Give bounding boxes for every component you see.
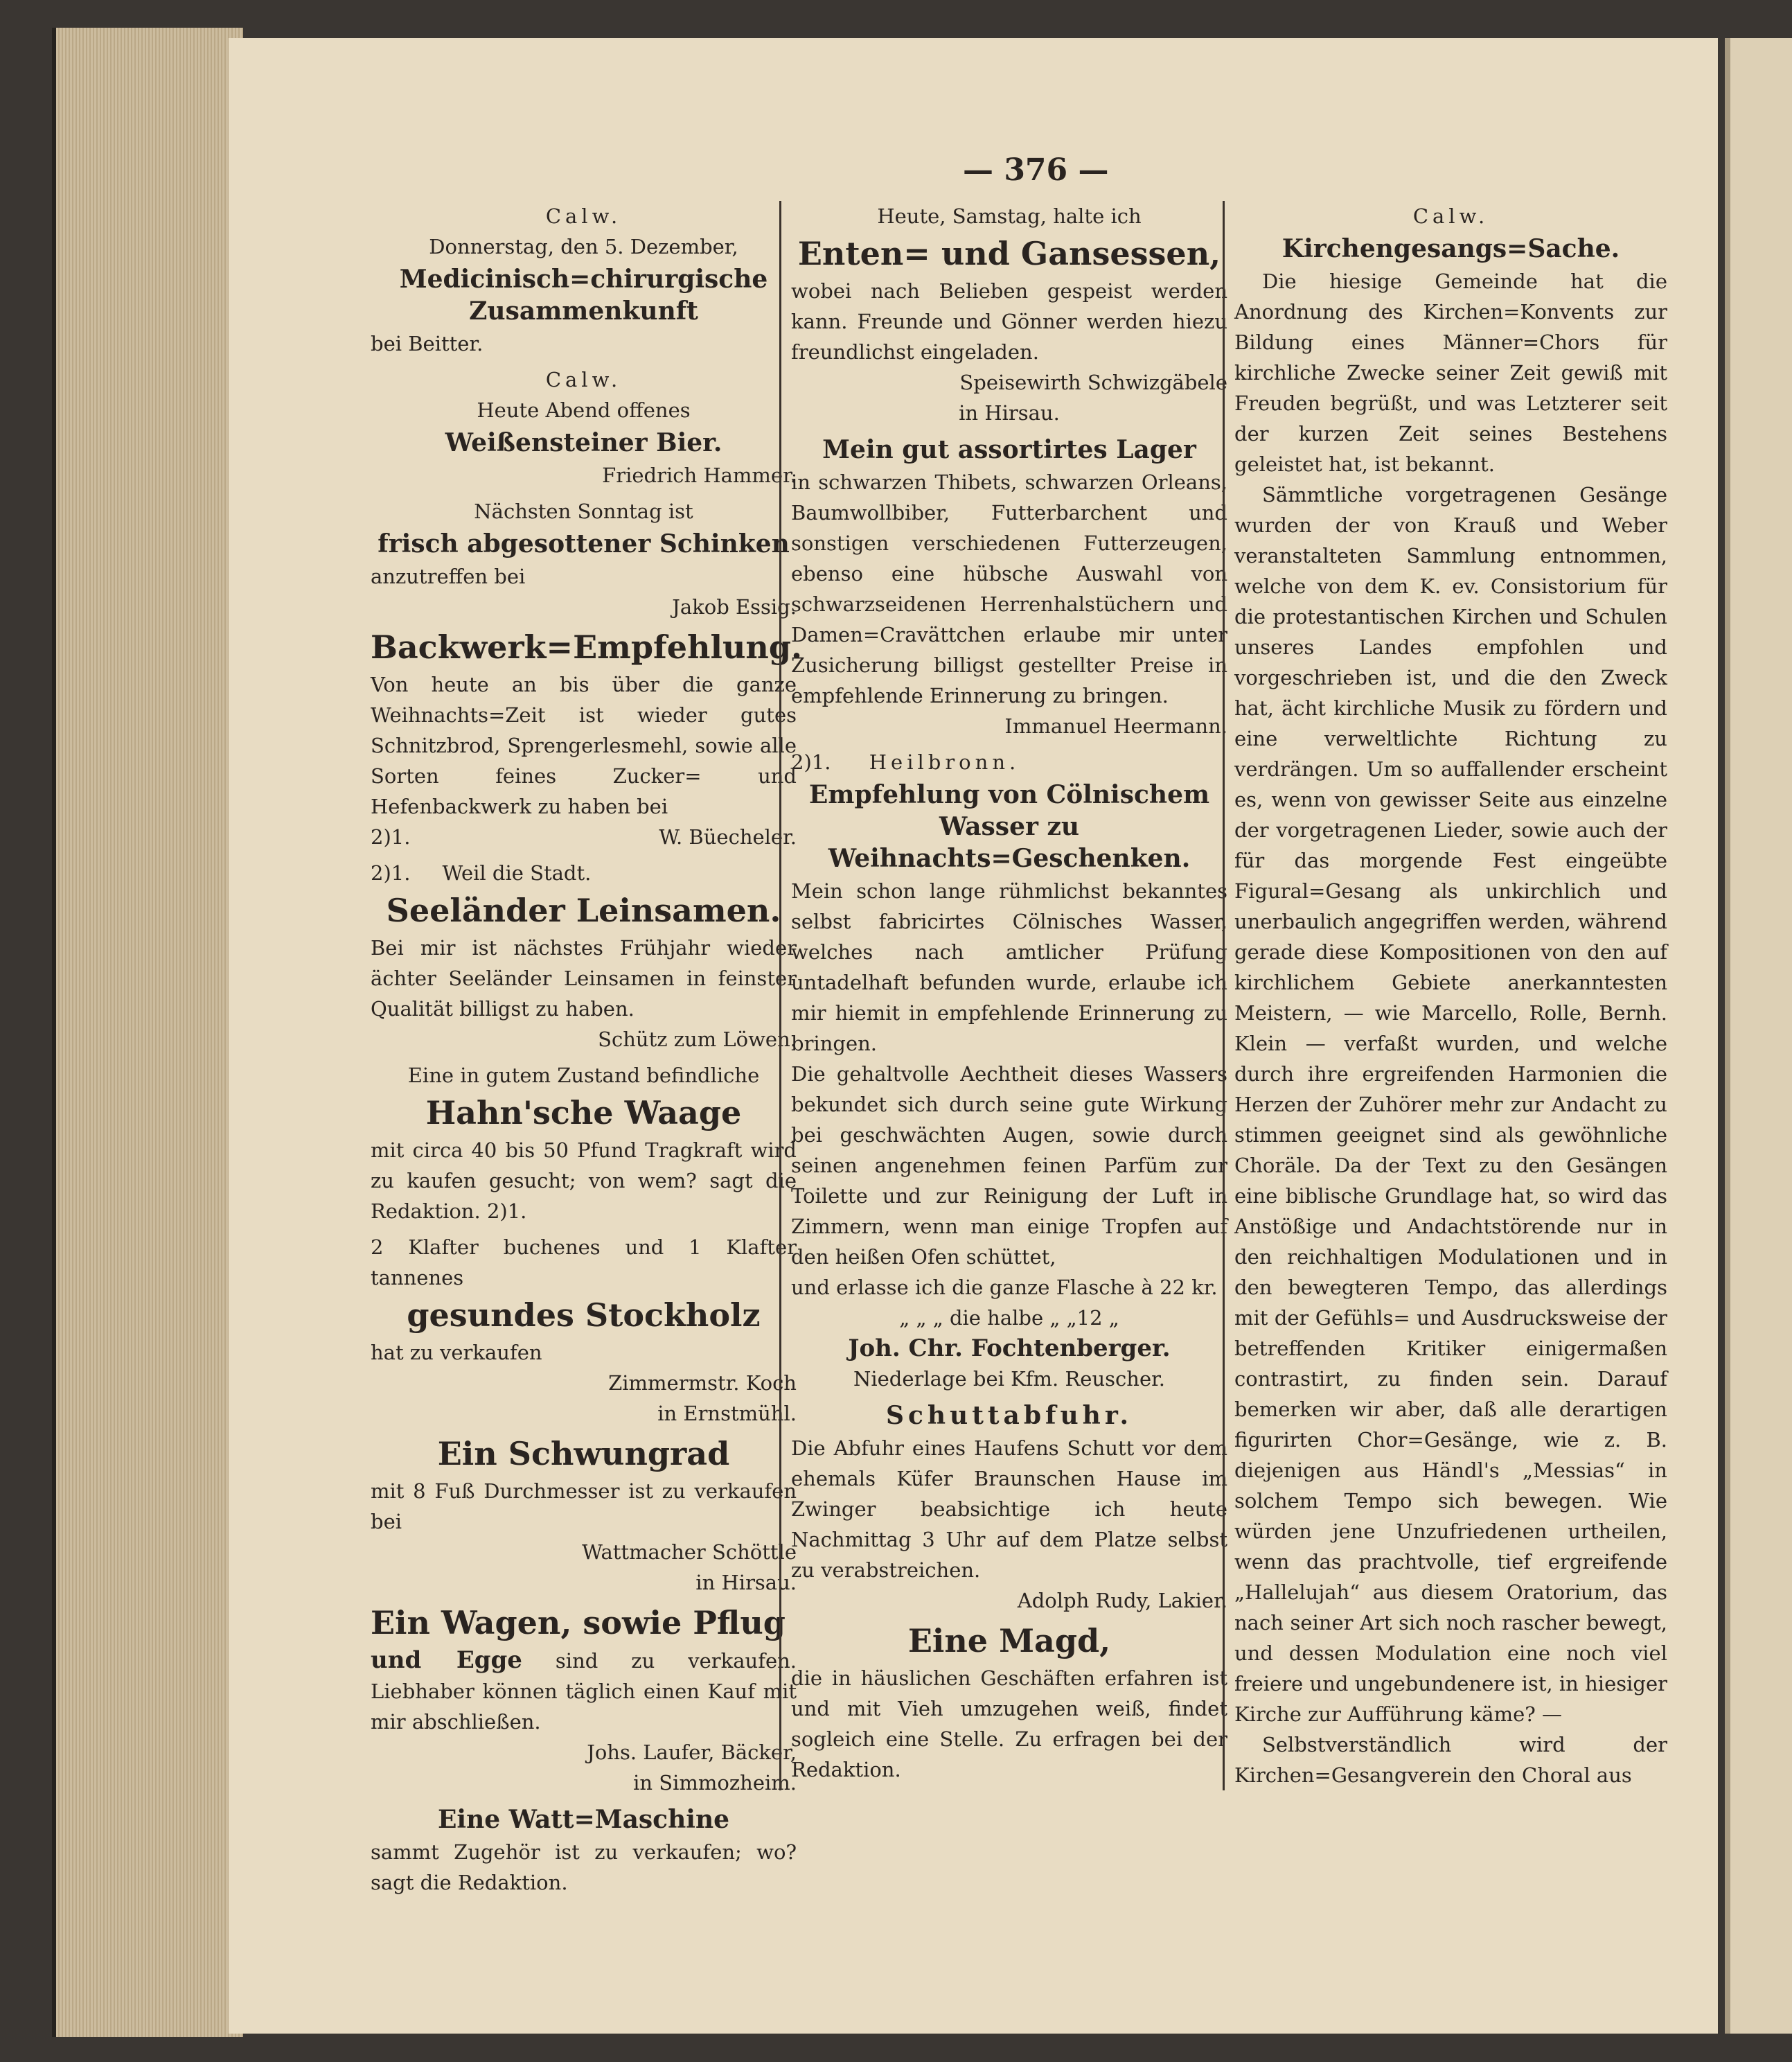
ad-body: Mein schon lange rühmlichst bekanntes selbst fabricirtes Cölnisches Wasser, welches nach amtlicher Prüfung untadelhaft befunden wurde, erlaube ich mir hiemit in empfehlende Erinnerung zu bringen. — [791, 879, 1227, 1055]
ad-body: Die gehaltvolle Aechtheit dieses Wassers bekundet sich durch seine gute Wirkung bei geschwächten Augen, sowie durch seinen angenehmen feinen Parfüm zur Toilette und zur Reinigung der Luft in Zimmern, wenn man einige Tropfen auf den heißen Ofen schüttet, — [791, 1062, 1227, 1269]
ad-signature: Zimmermstr. Koch — [608, 1371, 797, 1395]
ad-place: Calw. — [545, 368, 622, 391]
ad-body: Die Abfuhr eines Haufens Schutt vor dem ehemals Küfer Braunschen Hause im Zwinger beabsichtige ich heute Nachmittag 3 Uhr auf dem Platze selbst zu verabstreichen. — [791, 1436, 1227, 1582]
ad-headline: Hahn'sche Waage — [425, 1094, 742, 1131]
next-page-edge — [1725, 38, 1792, 2034]
ad-schuttabfuhr — [791, 1400, 1227, 1616]
ad-header — [371, 858, 797, 888]
ad-signature-location: in Simmozheim. — [633, 1771, 797, 1795]
ad-headline: Medicinisch=chirurgische Zusammenkunft — [399, 265, 768, 326]
ad-magd — [791, 1621, 1227, 1785]
ad-headline: Ein Wagen, sowie Pflug — [371, 1604, 786, 1641]
ad-headline-2: und Egge — [371, 1646, 522, 1674]
ad-signature-location: in Ernstmühl. — [657, 1402, 797, 1425]
ad-schwungrad — [371, 1434, 797, 1598]
ad-schinken — [371, 496, 797, 622]
ad-stockholz — [371, 1232, 797, 1429]
ad-body — [371, 1645, 797, 1737]
ad-headline: gesundes Stockholz — [407, 1296, 761, 1334]
ad-signature: Schütz zum Löwen. — [598, 1028, 797, 1051]
ad-headline: Ein Schwungrad — [437, 1435, 730, 1472]
ad-place: Calw. — [545, 204, 622, 228]
ad-date: Donnerstag, den 5. Dezember, — [429, 235, 738, 258]
ad-headline: Schuttabfuhr. — [885, 1401, 1133, 1430]
ad-price: und erlasse ich die ganze Flasche à 22 kr. — [791, 1276, 1218, 1299]
ad-body-text: mit circa 40 bis 50 Pfund Tragkraft wird zu kaufen gesucht; von wem? sagt die Redaktion. — [371, 1138, 797, 1223]
ad-headline: Enten= und Gansessen, — [797, 235, 1221, 272]
ad-intro: Eine in gutem Zustand befindliche — [407, 1064, 760, 1087]
ad-watt-maschine — [371, 1804, 797, 1898]
ad-text: anzutreffen bei — [371, 565, 526, 588]
ad-body-text: sind zu verkaufen. Liebhaber können täglich einen Kauf mit mir abschließen. — [371, 1649, 797, 1734]
ad-headline: Weißensteiner Bier. — [445, 428, 722, 457]
ad-number: 2)1. — [371, 861, 411, 885]
ad-body: Von heute an bis über die ganze Weihnachts=Zeit ist wieder gutes Schnitzbrod, Sprengerlesmehl, sowie alle Sorten feines Zucker= und Hefenbackwerk zu haben bei — [371, 673, 797, 818]
ad-number: 2)1. — [371, 825, 411, 849]
ad-location: bei Beitter. — [371, 332, 484, 355]
ad-signature-location: in Hirsau. — [695, 1571, 797, 1594]
ad-headline: Empfehlung von Cölnischem Wasser zu Weihnachts=Geschenken. — [808, 780, 1210, 873]
ad-intro: Heute, Samstag, halte ich — [877, 204, 1142, 228]
ad-body: die in häuslichen Geschäften erfahren ist und mit Vieh umzugehen weiß, findet sogleich eine Stelle. Zu erfragen bei der Redaktion. — [791, 1666, 1227, 1781]
ad-signature: Friedrich Hammer. — [602, 464, 797, 487]
ad-header — [791, 747, 1227, 777]
ad-price: „ „ „ die halbe „ „12 „ — [899, 1306, 1119, 1330]
ad-headline: Seeländer Leinsamen. — [386, 892, 781, 929]
ad-leinsamen — [371, 858, 797, 1055]
ad-coelnisches-wasser — [791, 747, 1227, 1394]
article-paragraph: Die hiesige Gemeinde hat die Anordnung des Kirchen=Konvents zur Bildung eines Männer=Chors für kirchliche Zwecke seiner Zeit gewiß mit Freuden begrüßt, und was Letzterer seit der kurzen Zeit seines Bestehens geleistet hat, ist bekannt. — [1234, 270, 1667, 476]
article-paragraph: Sämmtliche vorgetragenen Gesänge wurden der von Krauß und Weber veranstalteten Sammlung entnommen, welche von dem K. ev. Consistorium für die protestantischen Kirchen und Schulen unseres Landes empfohlen und vorgeschrieben ist, und die den Zweck hat, ächt kirchliche Musik zu fördern und eine verweltlichte Richtung zu verdrängen. Um so auffallender erscheint es, wenn von gewisser Seite aus einzelne der vorgetragenen Lieder, sowie auch der für das morgende Fest eingeübte Figural=Gesang als unkirchlich und unerbaulich angegriffen werden, während gerade diese Kompositionen von den auf kirchlichem Gebiete anerkanntesten Meistern, — wie Marcello, Rolle, Bernh. Klein — verfaßt wurden, und welche durch ihre ergreifenden Harmonien die Herzen der Zuhörer mehr zur Andacht zu stimmen geeignet sind als gewöhnliche Choräle. Da der Text zu den Gesängen eine biblische Grundlage hat, so wird das Anstößige und Andachtstörende nur in den reichhaltigen Modulationen und in den bewegteren Tempo, das allerdings mit der Gefühls= und Ausdrucksweise der betreffenden Kritiker einigermaßen contrastirt, zu finden sein. Darauf bemerken wir aber, daß alle derartigen figurirten Chor=Gesänge, wie z. B. diejenigen aus Händl's „Messias“ in solchem Tempo sich bewegen. Wie würden jene Unzufriedenen urtheilen, wenn das prachtvolle, tief ergreifende „Hallelujah“ aus diesem Oratorium, das nach seiner Art sich noch rascher bewegt, und dessen Modulation eine noch viel freiere und ungebundenere ist, in hiesiger Kirche zur Aufführung käme? — — [1234, 483, 1667, 1726]
page-number: — 376 — — [963, 152, 1109, 188]
article-headline: Kirchengesangs=Sache. — [1281, 234, 1620, 263]
ad-waage — [371, 1060, 797, 1226]
ad-intro: 2 Klafter buchenes und 1 Klafter tannenes — [371, 1235, 797, 1289]
ad-signature: Johs. Laufer, Bäcker, — [587, 1741, 797, 1764]
ad-wagen — [371, 1603, 797, 1798]
ad-intro: Nächsten Sonntag ist — [474, 500, 693, 523]
ad-signature: Jakob Essig. — [672, 595, 797, 619]
ad-headline: Eine Magd, — [907, 1622, 1111, 1659]
column-3 — [1223, 201, 1667, 1790]
ad-headline: Backwerk=Empfehlung. — [371, 628, 803, 666]
ad-body: wobei nach Belieben gespeist werden kann. Freunde und Gönner werden hiezu freundlichst eingeladen. — [791, 279, 1227, 364]
column-1 — [371, 201, 803, 1903]
ad-signature-location: Niederlage bei Kfm. Reuscher. — [853, 1367, 1165, 1391]
ad-lager — [791, 434, 1227, 741]
ad-intro: Heute Abend offenes — [477, 398, 691, 422]
ad-gansessen — [791, 201, 1227, 428]
ad-body: mit 8 Fuß Durchmesser ist zu verkaufen bei — [371, 1479, 797, 1533]
ad-backwerk — [371, 628, 803, 852]
article-place: Calw. — [1412, 204, 1489, 228]
article-paragraph: Selbstverständlich wird der Kirchen=Gesangverein den Choral aus — [1234, 1733, 1667, 1787]
ad-headline: Eine Watt=Maschine — [437, 1805, 730, 1834]
ad-medicinisch — [371, 201, 797, 359]
ad-body: in schwarzen Thibets, schwarzen Orleans, Baumwollbiber, Futterbarchent und sonstigen verschiedenen Futterzeugen, ebenso eine hübsche Auswahl von schwarzseidenen Herrenhalstüchern und Damen=Cravättchen erlaube mir unter Zusicherung billigst gestellter Preise in empfehlende Erinnerung zu bringen. — [791, 470, 1227, 707]
ad-place: Weil die Stadt. — [442, 861, 592, 885]
ad-bier — [371, 364, 797, 491]
ad-body: Bei mir ist nächstes Frühjahr wieder ächter Seeländer Leinsamen in feinster Qualität billigst zu haben. — [371, 936, 797, 1021]
ad-body: sammt Zugehör ist zu verkaufen; wo? sagt die Redaktion. — [371, 1840, 797, 1894]
ad-signature: Wattmacher Schöttle — [582, 1540, 797, 1564]
ad-headline: Mein gut assortirtes Lager — [822, 435, 1196, 464]
ad-headline: frisch abgesottener Schinken — [378, 529, 790, 558]
ad-signature-location: in Hirsau. — [959, 401, 1060, 425]
ad-signature: Adolph Rudy, Lakier. — [1017, 1589, 1227, 1612]
ad-body — [371, 1135, 797, 1226]
ad-footer — [371, 822, 797, 852]
book-page-edges — [52, 28, 243, 2037]
ad-signature: Joh. Chr. Fochtenberger. — [848, 1334, 1171, 1362]
ad-signature: W. Büecheler. — [659, 825, 797, 849]
ad-signature: Speisewirth Schwizgäbele — [959, 371, 1227, 394]
ad-text: hat zu verkaufen — [371, 1341, 542, 1364]
column-2 — [779, 201, 1227, 1790]
ad-number: 2)1. — [486, 1199, 527, 1223]
ad-number: 2)1. — [791, 750, 831, 774]
ad-place: Heilbronn. — [869, 750, 1020, 774]
ad-signature: Immanuel Heermann. — [1004, 714, 1227, 738]
